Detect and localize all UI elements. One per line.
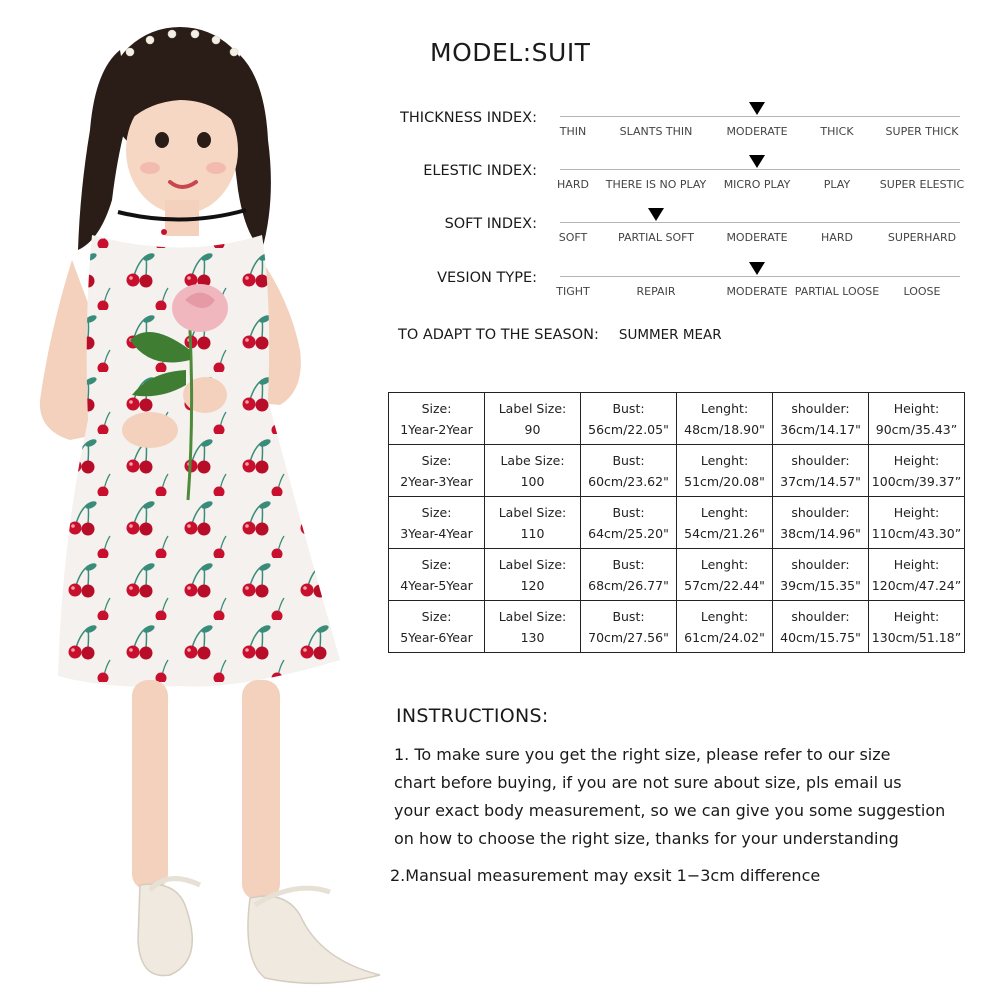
index-label: SOFT INDEX: (444, 216, 537, 232)
selected-marker-icon (749, 155, 765, 168)
table-cell (389, 497, 485, 549)
index-row (380, 110, 980, 160)
cell-value: 38cm/14.96" (780, 525, 861, 541)
cell-label: Lenght: (700, 452, 749, 468)
season-value: SUMMER MEAR (618, 327, 722, 343)
selected-marker-icon (648, 208, 664, 221)
table-cell (389, 445, 485, 497)
cell-value: 120 (520, 577, 545, 593)
cell-label: Size: (421, 452, 452, 468)
selected-marker-icon (749, 102, 765, 115)
cell-label: Size: (421, 504, 452, 520)
table-row (389, 445, 965, 497)
cell-label: Height: (893, 400, 940, 416)
index-option: MODERATE (726, 125, 788, 138)
table-cell (389, 601, 485, 653)
index-option: MICRO PLAY (723, 178, 791, 191)
cell-label: Lenght: (700, 556, 749, 572)
index-option: THICK (820, 125, 854, 138)
cell-label: Height: (893, 556, 940, 572)
season-label: TO ADAPT TO THE SEASON: (398, 327, 599, 343)
index-option: PARTIAL LOOSE (794, 285, 880, 298)
table-cell (677, 393, 773, 445)
index-option: TIGHT (556, 285, 590, 298)
cell-label: Size: (421, 608, 452, 624)
index-option: THERE IS NO PLAY (605, 178, 707, 191)
table-cell (581, 497, 677, 549)
table-cell (389, 549, 485, 601)
cell-value: 2Year-3Year (400, 473, 473, 489)
cell-value: 39cm/15.35" (780, 577, 861, 593)
cell-value: 130 (520, 629, 545, 645)
cell-label: Bust: (612, 400, 645, 416)
cell-value: 61cm/24.02" (684, 629, 765, 645)
cell-value: 110 (520, 525, 545, 541)
index-label: THICKNESS INDEX: (400, 110, 537, 126)
table-cell (581, 601, 677, 653)
table-cell (485, 497, 581, 549)
index-option: SUPERHARD (887, 231, 957, 244)
cell-value: 1Year-2Year (400, 421, 473, 437)
cell-label: Lenght: (700, 504, 749, 520)
table-cell (581, 445, 677, 497)
table-row (389, 393, 965, 445)
cell-label: Label Size: (498, 608, 567, 624)
index-option: LOOSE (903, 285, 941, 298)
index-option: PLAY (823, 178, 851, 191)
index-option: SUPER THICK (885, 125, 959, 138)
table-cell (581, 549, 677, 601)
cell-label: Height: (893, 504, 940, 520)
cell-label: Lenght: (700, 400, 749, 416)
table-cell (485, 393, 581, 445)
index-option: MODERATE (726, 231, 788, 244)
cell-value: 40cm/15.75" (780, 629, 861, 645)
cell-label: shoulder: (791, 556, 850, 572)
table-cell (677, 549, 773, 601)
table-cell (677, 601, 773, 653)
table-row (389, 497, 965, 549)
table-row (389, 601, 965, 653)
table-cell (773, 601, 869, 653)
cell-label: Lenght: (700, 608, 749, 624)
cell-value: 5Year-6Year (400, 629, 473, 645)
index-option: THIN (559, 125, 587, 138)
table-cell (485, 445, 581, 497)
index-label: ELESTIC INDEX: (423, 163, 537, 179)
cell-value: 90 (524, 421, 541, 437)
table-cell (869, 601, 965, 653)
instruction-line: chart before buying, if you are not sure about size, pls email us (394, 773, 902, 792)
cell-value: 57cm/22.44" (684, 577, 765, 593)
instruction-line: on how to choose the right size, thanks for your understanding (394, 829, 899, 848)
cell-label: Size: (421, 556, 452, 572)
index-option: SUPER ELESTIC (879, 178, 965, 191)
cell-label: shoulder: (791, 400, 850, 416)
index-row (380, 216, 980, 266)
table-cell (869, 497, 965, 549)
cell-value: 100 (520, 473, 545, 489)
index-label: VESION TYPE: (437, 270, 537, 286)
cell-value: 110cm/43.30” (871, 525, 962, 541)
cell-label: Labe Size: (500, 452, 565, 468)
table-cell (389, 393, 485, 445)
table-cell (485, 601, 581, 653)
table-cell (773, 445, 869, 497)
table-cell (869, 393, 965, 445)
cell-value: 100cm/39.37” (871, 473, 962, 489)
season-info (398, 327, 722, 343)
model-title: MODEL:SUIT (430, 38, 591, 67)
table-cell (677, 497, 773, 549)
instruction-line: your exact body measurement, so we can give you some suggestion (394, 801, 946, 820)
cell-value: 120cm/47.24” (871, 577, 962, 593)
instruction-line: 1. To make sure you get the right size, please refer to our size (394, 745, 891, 764)
cell-value: 56cm/22.05" (588, 421, 669, 437)
index-scale-line (560, 276, 960, 277)
instructions-title: INSTRUCTIONS: (396, 705, 549, 727)
cell-value: 64cm/25.20" (588, 525, 669, 541)
cell-label: Bust: (612, 608, 645, 624)
cell-value: 130cm/51.18” (871, 629, 962, 645)
cell-label: Label Size: (498, 504, 567, 520)
index-option: PARTIAL SOFT (618, 231, 694, 244)
table-cell (773, 549, 869, 601)
table-cell (485, 549, 581, 601)
table-cell (581, 393, 677, 445)
cell-label: Bust: (612, 504, 645, 520)
cell-label: Height: (893, 452, 940, 468)
cell-label: shoulder: (791, 504, 850, 520)
cell-value: 36cm/14.17" (780, 421, 861, 437)
table-cell (773, 497, 869, 549)
cell-value: 54cm/21.26" (684, 525, 765, 541)
index-scale-line (560, 116, 960, 117)
index-scale-line (560, 222, 960, 223)
cell-label: Bust: (612, 556, 645, 572)
cell-value: 68cm/26.77" (588, 577, 669, 593)
index-option: SLANTS THIN (619, 125, 693, 138)
cell-value: 48cm/18.90" (684, 421, 765, 437)
index-option: HARD (821, 231, 853, 244)
index-option: HARD (557, 178, 589, 191)
index-row (380, 270, 980, 320)
cell-value: 60cm/23.62" (588, 473, 669, 489)
table-row (389, 549, 965, 601)
cell-value: 70cm/27.56" (588, 629, 669, 645)
cell-value: 37cm/14.57" (780, 473, 861, 489)
index-row (380, 163, 980, 213)
cell-label: Label Size: (498, 556, 567, 572)
table-cell (773, 393, 869, 445)
cell-label: Height: (893, 608, 940, 624)
instruction-line: 2.Mansual measurement may exsit 1−3cm difference (390, 866, 821, 885)
cell-label: Label Size: (498, 400, 567, 416)
table-cell (869, 549, 965, 601)
cell-value: 90cm/35.43” (875, 421, 958, 437)
selected-marker-icon (749, 262, 765, 275)
table-cell (677, 445, 773, 497)
index-option: SOFT (558, 231, 588, 244)
table-cell (869, 445, 965, 497)
cell-label: Size: (421, 400, 452, 416)
index-option: MODERATE (726, 285, 788, 298)
index-scale-line (560, 169, 960, 170)
cell-value: 4Year-5Year (400, 577, 473, 593)
index-option: REPAIR (636, 285, 676, 298)
cell-value: 3Year-4Year (400, 525, 473, 541)
cell-value: 51cm/20.08" (684, 473, 765, 489)
size-chart-table (388, 392, 965, 653)
cell-label: Bust: (612, 452, 645, 468)
cell-label: shoulder: (791, 608, 850, 624)
model-photo (0, 0, 390, 1000)
cell-label: shoulder: (791, 452, 850, 468)
